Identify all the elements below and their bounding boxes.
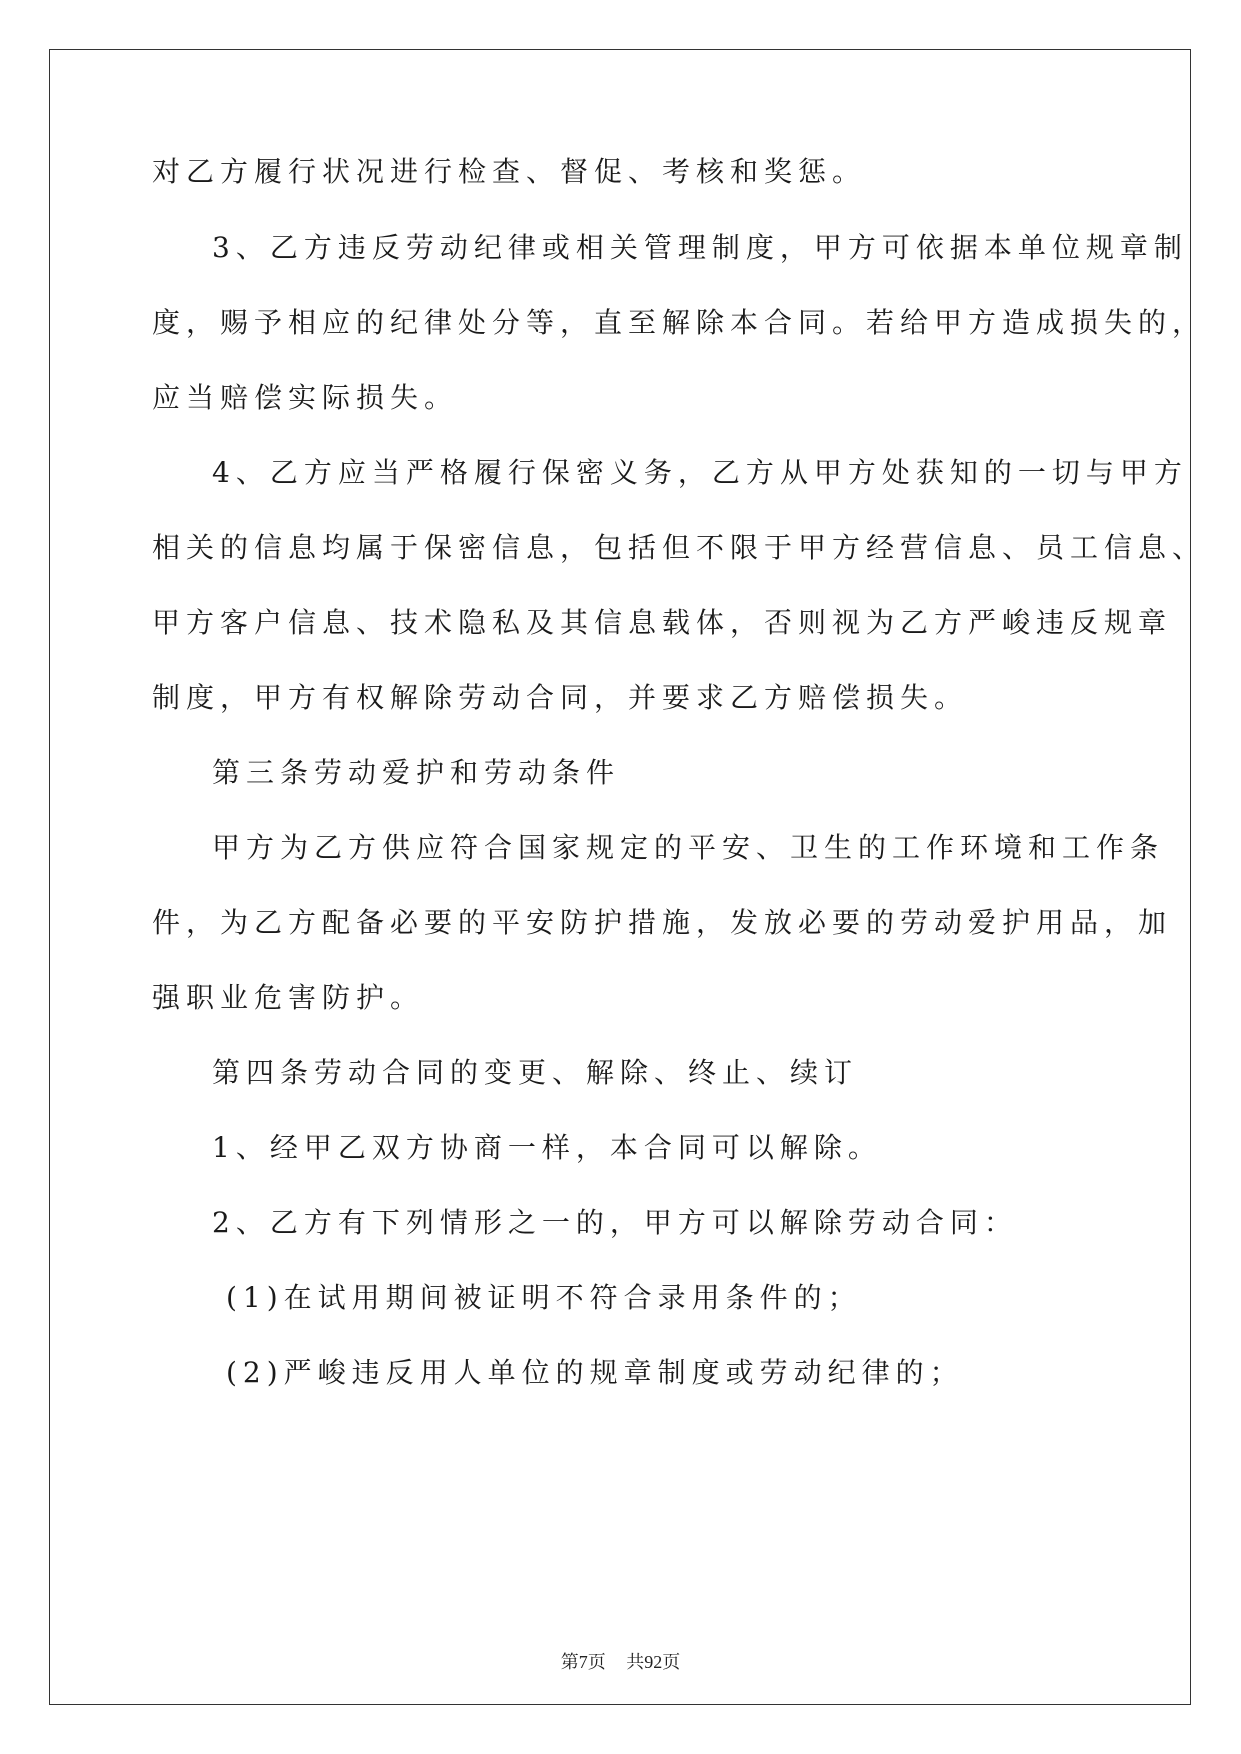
list-item: (2)严峻违反用人单位的规章制度或劳动纪律的； bbox=[226, 1356, 964, 1389]
text-line: 应当赔偿实际损失。 bbox=[152, 381, 459, 414]
text-line: 强职业危害防护。 bbox=[152, 981, 425, 1014]
page-total: 共92页 bbox=[626, 1652, 681, 1672]
text-line: 制度，甲方有权解除劳动合同，并要求乙方赔偿损失。 bbox=[152, 681, 969, 714]
text-line: 2、乙方有下列情形之一的，甲方可以解除劳动合同： bbox=[212, 1206, 1018, 1239]
text-line: 3、乙方违反劳动纪律或相关管理制度，甲方可依据本单位规章制 bbox=[212, 231, 1188, 264]
section-heading: 第四条劳动合同的变更、解除、终止、续订 bbox=[212, 1056, 859, 1089]
section-heading: 第三条劳动爱护和劳动条件 bbox=[212, 756, 621, 789]
text-line: 相关的信息均属于保密信息，包括但不限于甲方经营信息、员工信息、 bbox=[152, 531, 1207, 564]
text-line: 对乙方履行状况进行检查、督促、考核和奖惩。 bbox=[152, 155, 867, 188]
text-line: 度，赐予相应的纪律处分等，直至解除本合同。若给甲方造成损失的， bbox=[152, 306, 1207, 339]
text-line: 甲方为乙方供应符合国家规定的平安、卫生的工作环境和工作条 bbox=[212, 831, 1165, 864]
text-line: 件，为乙方配备必要的平安防护措施，发放必要的劳动爱护用品，加 bbox=[152, 906, 1173, 939]
list-item: (1)在试用期间被证明不符合录用条件的； bbox=[226, 1281, 862, 1314]
page-frame bbox=[49, 49, 1191, 1705]
text-line: 1、经甲乙双方协商一样，本合同可以解除。 bbox=[212, 1131, 882, 1164]
page-number: 第7页 bbox=[560, 1652, 606, 1672]
text-line: 甲方客户信息、技术隐私及其信息载体，否则视为乙方严峻违反规章 bbox=[152, 606, 1173, 639]
text-line: 4、乙方应当严格履行保密义务，乙方从甲方处获知的一切与甲方 bbox=[212, 456, 1188, 489]
page-footer bbox=[0, 1648, 1241, 1674]
